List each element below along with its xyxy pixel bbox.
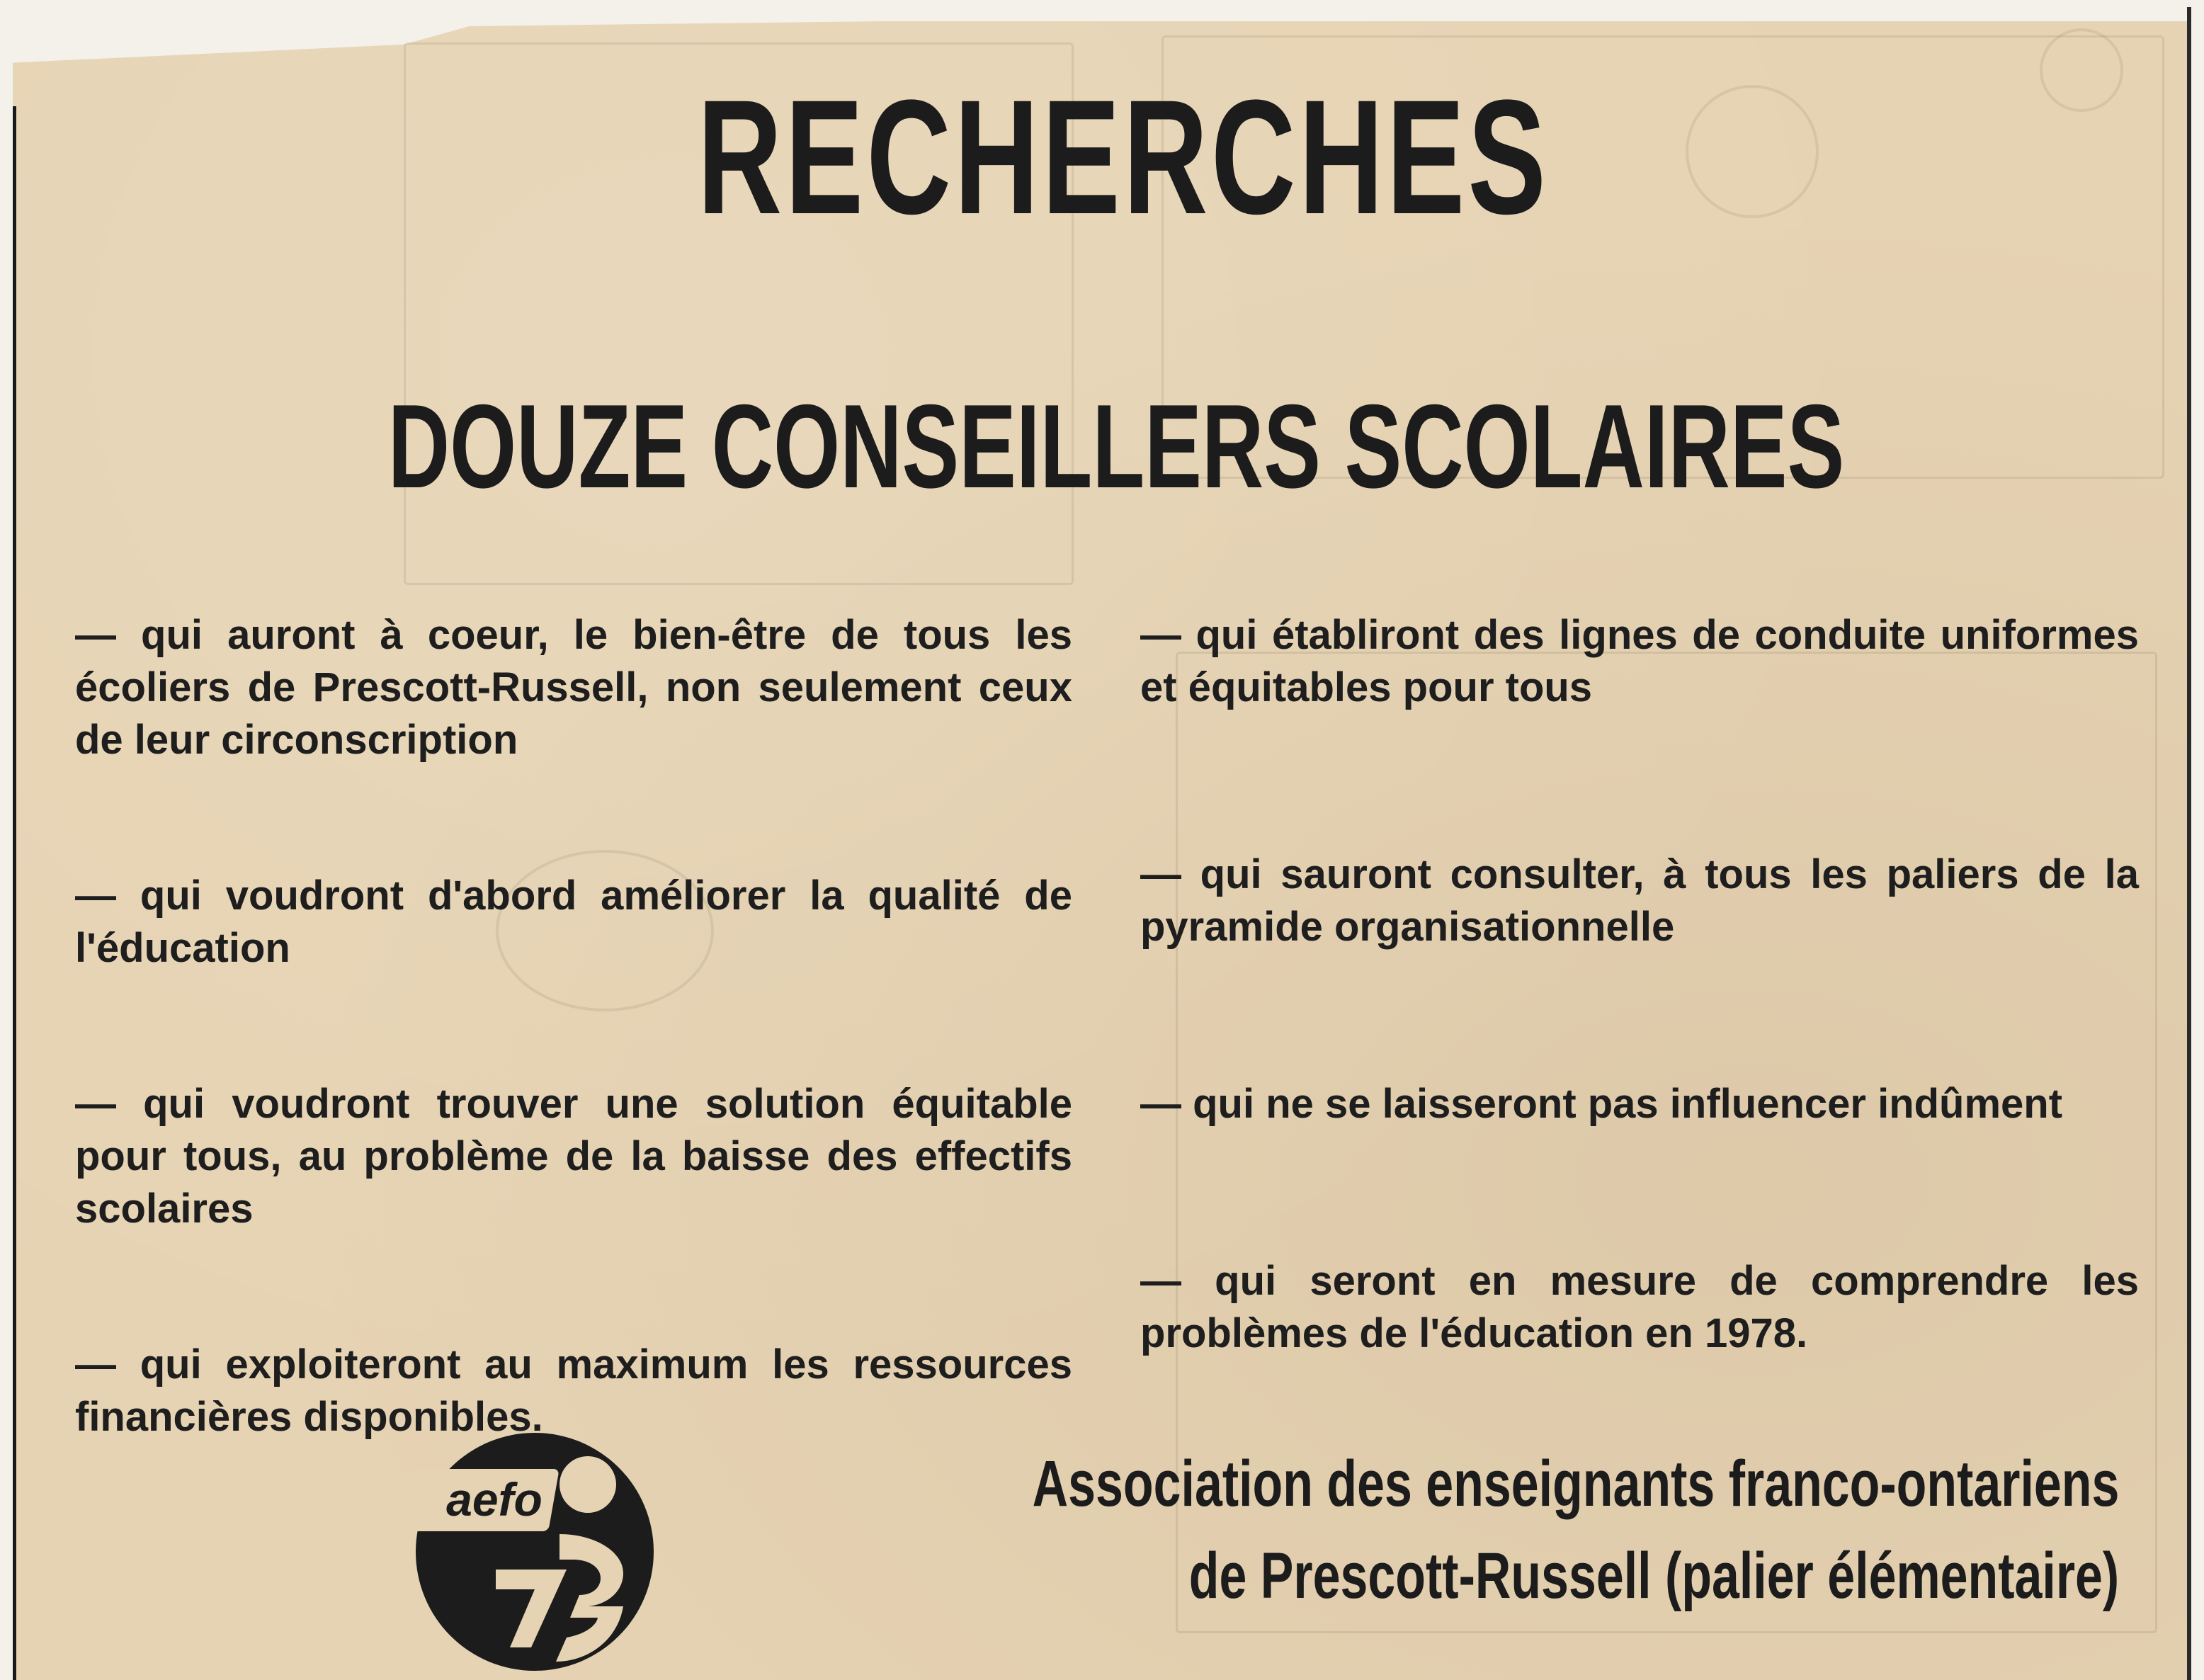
aefo-logo-icon bbox=[411, 1428, 659, 1676]
show-through-circle bbox=[2040, 28, 2123, 112]
right-column bbox=[1140, 609, 2139, 1360]
document-title: RECHERCHES bbox=[697, 66, 1550, 248]
list-item: — qui voudront trouver une solution équitable pour tous, au problème de la baisse des effectifs scolaires bbox=[75, 1081, 1072, 1232]
left-column bbox=[75, 609, 1072, 1443]
list-item: — qui établiront des lignes de conduite uniformes et équitables pour tous bbox=[1140, 612, 2139, 710]
clipping-left-edge bbox=[13, 106, 16, 1680]
logo-text: aefo bbox=[446, 1473, 543, 1526]
list-item: — qui seront en mesure de comprendre les problèmes de l'éducation en 1978. bbox=[1140, 1258, 2139, 1356]
association-name: Association des enseignants franco-ontariens bbox=[1032, 1448, 2119, 1520]
list-item: — qui sauront consulter, à tous les paliers de la pyramide organisationnelle bbox=[1140, 851, 2139, 950]
list-item: — qui exploiteront au maximum les ressources financières disponibles. bbox=[75, 1341, 1072, 1440]
list-item: — qui voudront d'abord améliorer la qualité de l'éducation bbox=[75, 873, 1072, 971]
document-subtitle: DOUZE CONSEILLERS SCOLAIRES bbox=[387, 380, 1845, 513]
list-item: — qui ne se laisseront pas influencer indûment bbox=[1140, 1081, 2063, 1127]
clipping-right-edge bbox=[2187, 7, 2191, 1680]
association-region: de Prescott-Russell (palier élémentaire) bbox=[1188, 1540, 2119, 1612]
list-item: — qui auront à coeur, le bien-être de tous les écoliers de Prescott-Russell, non seulement ceux de leur circonscription bbox=[75, 612, 1072, 763]
aefo-logo-graphic bbox=[411, 1428, 659, 1676]
